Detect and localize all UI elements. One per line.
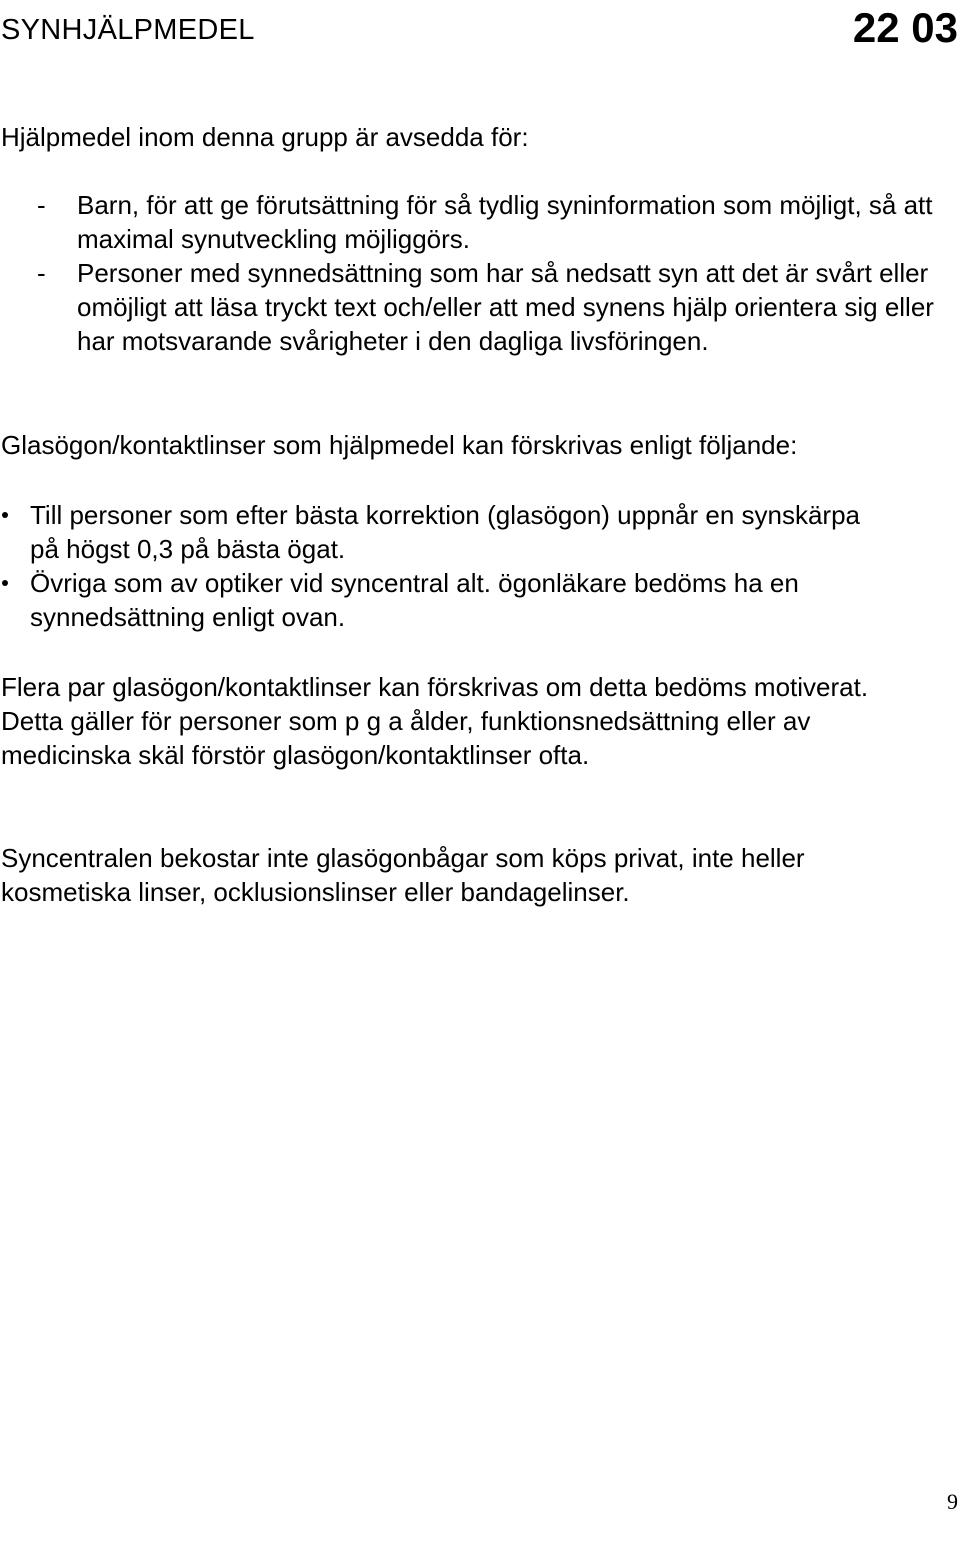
dash-marker: - <box>37 258 46 288</box>
list-item <box>0 188 960 256</box>
bullet-icon <box>2 512 8 518</box>
category-code: 22 03 <box>852 4 958 51</box>
list-item-text: Personer med synnedsättning som har så nedsatt syn att det är svårt eller omöjligt att läsa tryckt text och/eller att med synens hjälp orientera sig eller har motsvarande svårigheter i den dagliga livsföringen. <box>77 258 934 356</box>
page-number: 9 <box>947 1489 958 1514</box>
eyeglasses-criteria-list <box>0 498 960 634</box>
list-item-text: Övriga som av optiker vid syncentral alt. ögonläkare bedöms ha en synnedsättning enligt ovan. <box>30 568 799 632</box>
list-item <box>0 566 960 634</box>
document-header <box>0 6 960 50</box>
target-group-list <box>0 188 960 358</box>
list-item <box>0 256 960 358</box>
list-item-text: Barn, för att ge förutsättning för så tydlig syninformation som möjligt, så att maximal synutveckling möjliggörs. <box>77 190 933 254</box>
bullet-icon <box>2 580 8 586</box>
eyeglasses-heading: Glasögon/kontaktlinser som hjälpmedel kan förskrivas enligt följande: <box>1 430 798 460</box>
intro-text: Hjälpmedel inom denna grupp är avsedda för: <box>1 122 529 152</box>
list-item <box>0 498 960 566</box>
multiple-pairs-paragraph: Flera par glasögon/kontaktlinser kan förskrivas om detta bedöms motiverat. Detta gäller för personer som p g a ålder, funktionsnedsättning eller av medicinska skäl förstör glasögon/kontaktlinser ofta. <box>1 672 869 770</box>
list-item-text: Till personer som efter bästa korrektion (glasögon) uppnår en synskärpa på högst 0,3 på bästa ögat. <box>30 500 861 564</box>
document-title: SYNHJÄLPMEDEL <box>1 14 255 46</box>
not-covered-paragraph: Syncentralen bekostar inte glasögonbågar som köps privat, inte heller kosmetiska linser, ocklusionslinser eller bandagelinser. <box>1 843 805 907</box>
dash-marker: - <box>37 190 46 220</box>
